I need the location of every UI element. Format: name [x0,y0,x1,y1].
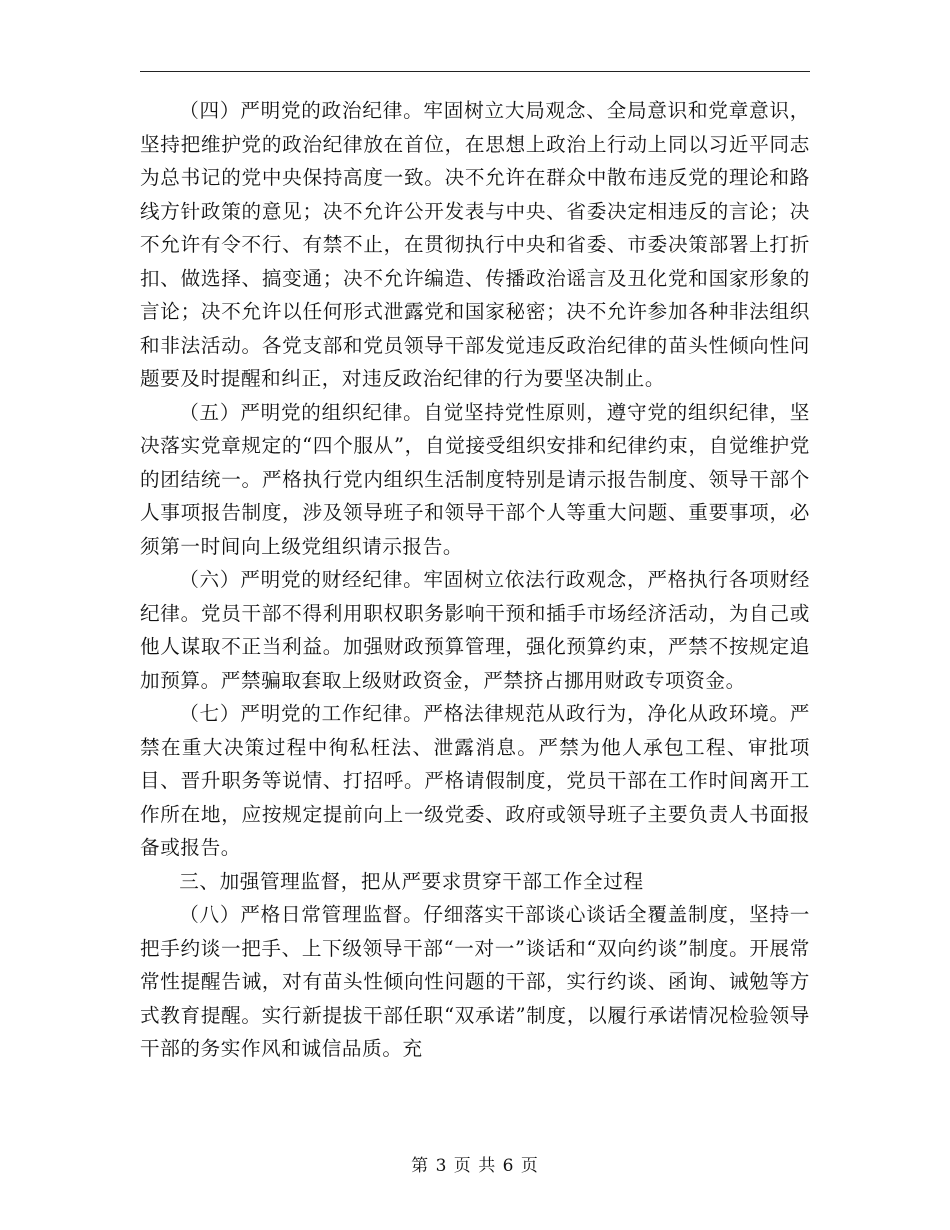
paragraph-political-discipline: （四）严明党的政治纪律。牢固树立大局观念、全局意识和党章意识，坚持把维护党的政治纪律放在首位，在思想上政治上行动上同以习近平同志为总书记的党中央保持高度一致。决不允许在群众中散布违反党的理论和路线方针政策的意见；决不允许公开发表与中央、省委决定相违反的言论；决不允许有令不行、有禁不止，在贯彻执行中央和省委、市委决策部署上打折扣、做选择、搞变通；决不允许编造、传播政治谣言及丑化党和国家形象的言论；决不允许以任何形式泄露党和国家秘密；决不允许参加各种非法组织和非法活动。各党支部和党员领导干部发觉违反政治纪律的苗头性倾向性问题要及时提醒和纠正，对违反政治纪律的行为要坚决制止。 [140,99,810,390]
paragraph-financial-discipline: （六）严明党的财经纪律。牢固树立依法行政观念，严格执行各项财经纪律。党员干部不得利用职权职务影响干预和插手市场经济活动，为自己或他人谋取不正当利益。加强财政预算管理，强化预算约束，严禁不按规定追加预算。严禁骗取套取上级财政资金，严禁挤占挪用财政专项资金。 [140,568,810,692]
section-heading: 三、加强管理监督，把从严要求贯穿干部工作全过程 [179,869,644,893]
paragraph-organizational-discipline: （五）严明党的组织纪律。自觉坚持党性原则，遵守党的组织纪律，坚决落实党章规定的“四个服从”，自觉接受组织安排和纪律约束，自觉维护党的团结统一。严格执行党内组织生活制度特别是请示报告制度、领导干部个人事项报告制度，涉及领导班子和领导干部个人等重大问题、重要事项，必须第一时间向上级党组织请示报告。 [140,400,810,558]
header-rule [140,71,810,72]
paragraph-daily-supervision: （八）严格日常管理监督。仔细落实干部谈心谈话全覆盖制度，坚持一把手约谈一把手、上下级领导干部“一对一”谈话和“双向约谈”制度。开展常常性提醒告诫，对有苗头性倾向性问题的干部，实行约谈、函询、诫勉等方式教育提醒。实行新提拔干部任职“双承诺”制度，以履行承诺情况检验领导干部的务实作风和诚信品质。充 [140,903,810,1060]
document-body [140,94,810,1066]
paragraph-work-discipline: （七）严明党的工作纪律。严格法律规范从政行为，净化从政环境。严禁在重大决策过程中徇私枉法、泄露消息。严禁为他人承包工程、审批项目、晋升职务等说情、打招呼。严格请假制度，党员干部在工作时间离开工作所在地，应按规定提前向上一级党委、政府或领导班子主要负责人书面报备或报告。 [140,702,810,859]
page-footer: 第 3 页 共 6 页 [411,1156,539,1176]
